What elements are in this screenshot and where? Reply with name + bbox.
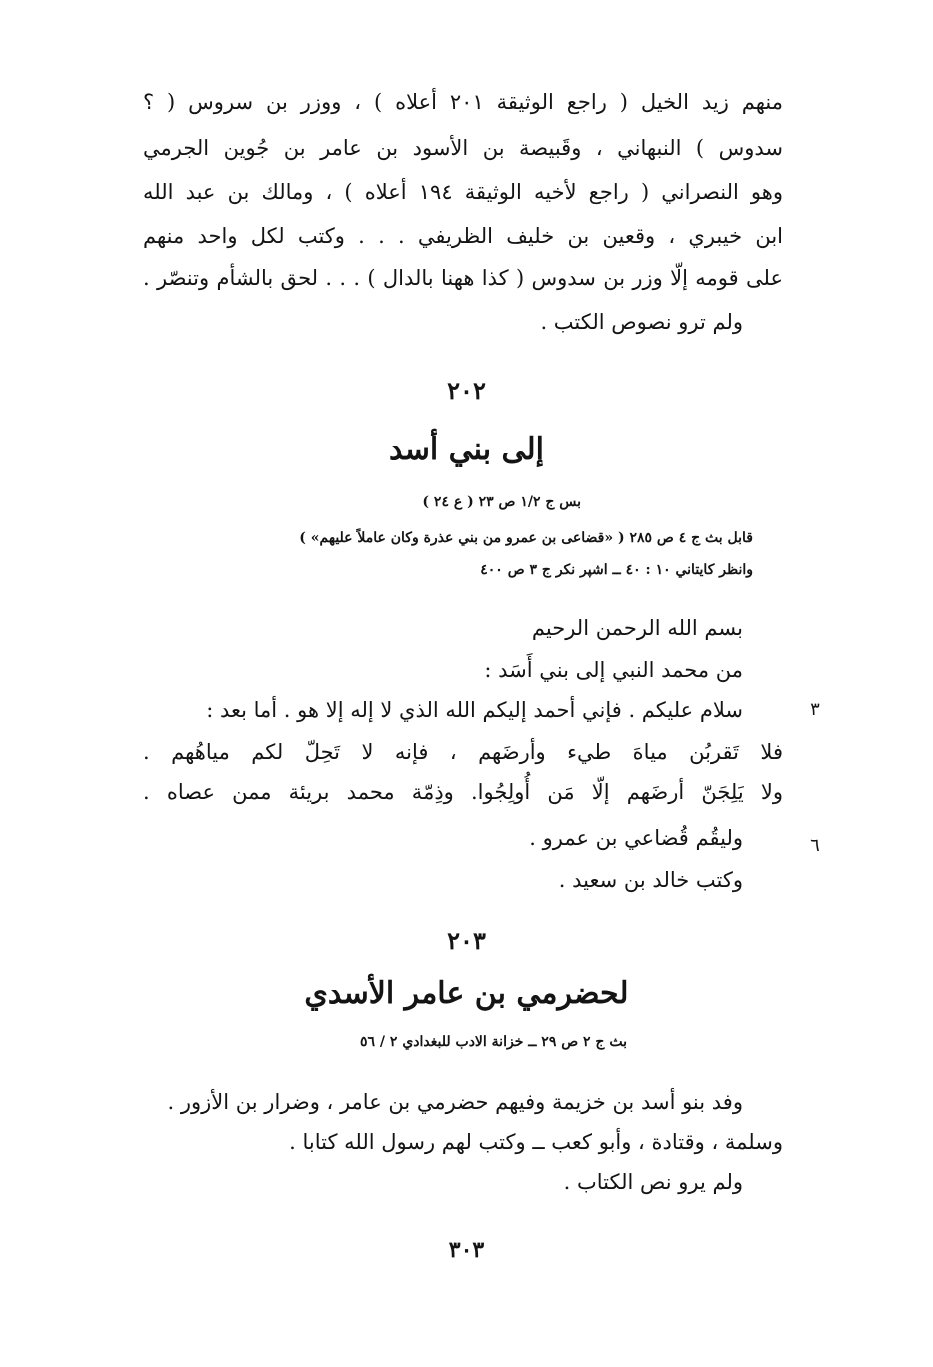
paragraph-closing: ولم ترو نصوص الكتب . <box>540 310 743 334</box>
source-reference: بث ج ٢ ص ٢٩ ــ خزانة الادب للبغدادي ٢ / ٥٦ <box>360 1034 627 1050</box>
letter-line: فلا تَقربُن مياهَ طيء وأرضَهم ، فإنه لا تَحِلّ لكم مياهُهم . <box>143 740 783 764</box>
paragraph-line: وهو النصراني ( راجع لأخيه الوثيقة ١٩٤ أعلاه ) ، ومالك بن عبد الله <box>143 180 783 204</box>
document-title: إلى بني أسد <box>389 432 544 467</box>
paragraph-line: منهم زيد الخيل ( راجع الوثيقة ٢٠١ أعلاه ) ، ووزر بن سروس ( ؟ <box>143 90 783 114</box>
letter-line: بسم الله الرحمن الرحيم <box>531 616 743 640</box>
letter-line: وكتب خالد بن سعيد . <box>558 868 743 892</box>
document-number: ٢٠٣ <box>447 926 486 955</box>
letter-line: وليقُم قُضاعي بن عمرو . <box>529 826 743 850</box>
page-number: ٣٠٣ <box>448 1237 485 1263</box>
letter-line: سلام عليكم . فإني أحمد إليكم الله الذي لا إله إلا هو . أما بعد : <box>206 698 743 722</box>
letter-line: من محمد النبي إلى بني أَسَد : <box>484 658 743 682</box>
letter-line: ولا يَلِجَنّ أرضَهم إلّا مَن أُولِجُوا. وذِمّة محمد بريئة ممن عصاه . <box>143 780 783 804</box>
paragraph-line: ولم يرو نص الكتاب . <box>563 1170 743 1194</box>
paragraph-line: على قومه إلّا وزر بن سدوس ( كذا ههنا بالدال ) . . . لحق بالشأم وتنصّر . <box>143 266 783 290</box>
paragraph-line: وسلمة ، وقتادة ، وأبو كعب ــ وكتب لهم رسول الله كتابا . <box>289 1130 783 1154</box>
paragraph-line: ابن خيبري ، وقعين بن خليف الظريفي . . . وكتب لكل واحد منهم <box>143 224 783 248</box>
source-reference: وانظر كايتاني ١٠ : ٤٠ ــ اشپر نكر ج ٣ ص ٤٠٠ <box>480 562 753 578</box>
paragraph-line: سدوس ) النبهاني ، وقَبيصة بن الأسود بن عامر بن جُوين الجرمي <box>143 136 783 160</box>
source-reference: قابل بث ج ٤ ص ٢٨٥ ( «قضاعى بن عمرو من بني عذرة وكان عاملاً عليهم» ) <box>299 530 753 546</box>
document-number: ٢٠٢ <box>447 376 486 405</box>
source-reference: بس ج ١/٢ ص ٢٣ ( ع ٢٤ ) <box>422 494 581 510</box>
document-title: لحضرمي بن عامر الأسدي <box>304 976 629 1011</box>
line-number: ٦ <box>810 835 820 856</box>
paragraph-line: وفد بنو أسد بن خزيمة وفيهم حضرمي بن عامر ، وضرار بن الأزور . <box>167 1090 743 1114</box>
line-number: ٣ <box>810 699 820 720</box>
